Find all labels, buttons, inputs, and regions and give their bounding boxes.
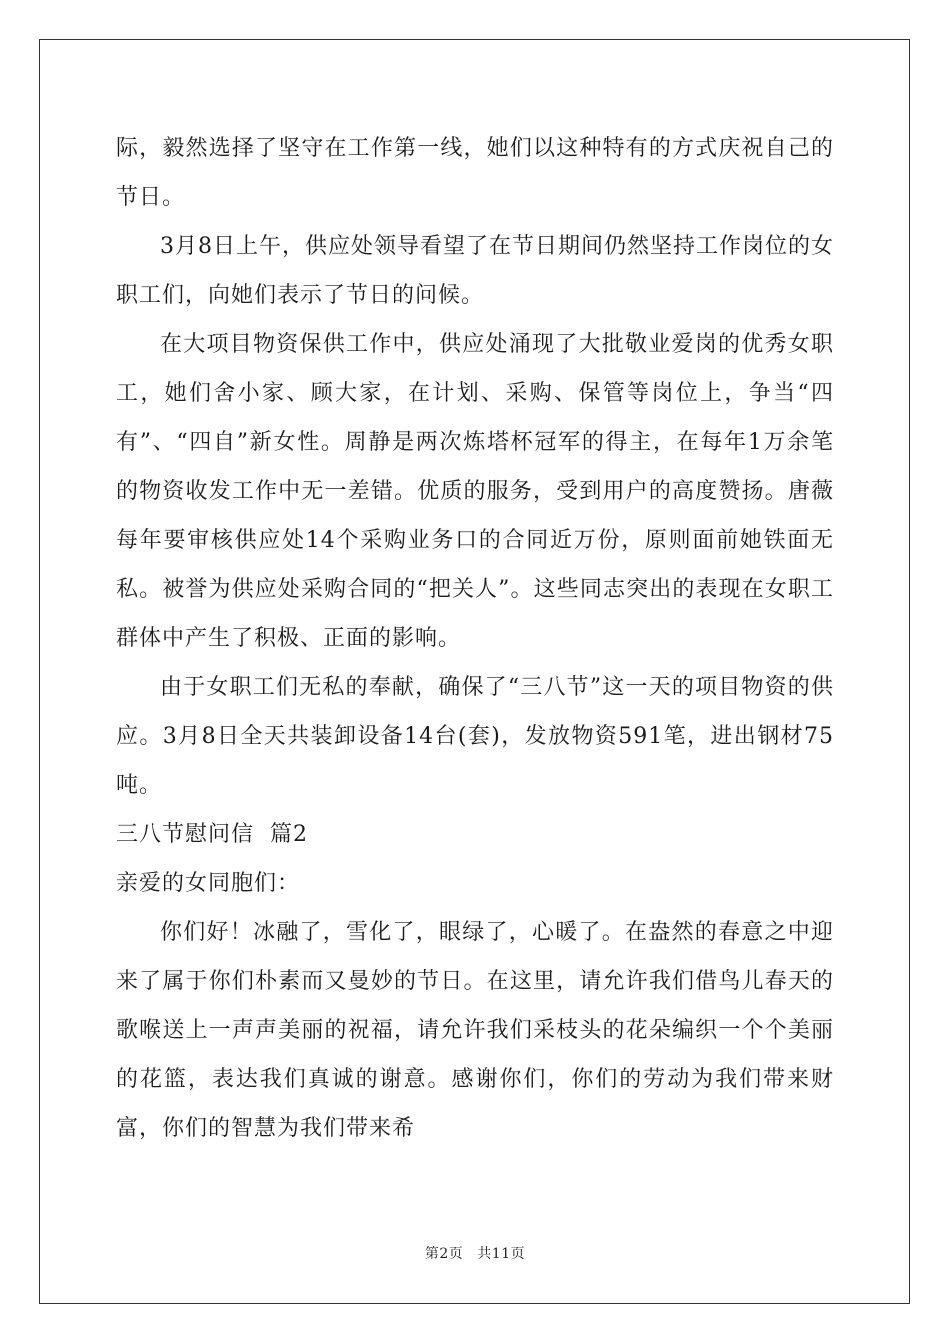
section-heading: 三八节慰问信 篇2 [116,822,308,847]
salutation: 亲爱的女同胞们： [116,871,301,896]
paragraph-2: 3月8日上午，供应处领导看望了在节日期间仍然坚持工作岗位的女职工们，向她们表示了节日的问候。 [116,234,834,308]
current-page-number: 第2页 [424,1246,464,1262]
paragraph-5: 你们好！冰融了，雪化了，眼绿了，心暖了。在盎然的春意之中迎来了属于你们朴素而又曼妙的节日。在这里，请允许我们借鸟儿春天的歌喉送上一声声美丽的祝福，请允许我们采枝头的花朵编织一个个美丽的花篮，表达我们真诚的谢意。感谢你们，你们的劳动为我们带来财富，你们的智慧为我们带来希 [116,920,834,1141]
paragraph-1: 际，毅然选择了坚守在工作第一线，她们以这种特有的方式庆祝自己的节日。 [116,136,834,210]
document-body [116,124,834,1153]
paragraph-3: 在大项目物资保供工作中，供应处涌现了大批敬业爱岗的优秀女职工，她们舍小家、顾大家，在计划、采购、保管等岗位上，争当“四有”、“四自”新女性。周静是两次炼塔杯冠军的得主，在每年1万余笔的物资收发工作中无一差错。优质的服务，受到用户的高度赞扬。唐薇每年要审核供应处14个采购业务口的合同近万份，原则面前她铁面无私。被誉为供应处采购合同的“把关人”。这些同志突出的表现在女职工群体中产生了积极、正面的影响。 [116,332,834,651]
page-footer [0,1245,950,1263]
paragraph-4: 由于女职工们无私的奉献，确保了“三八节”这一天的项目物资的供应。3月8日全天共装卸设备14台(套)，发放物资591笔，进出钢材75吨。 [116,675,834,798]
total-page-count: 共11页 [477,1246,526,1262]
